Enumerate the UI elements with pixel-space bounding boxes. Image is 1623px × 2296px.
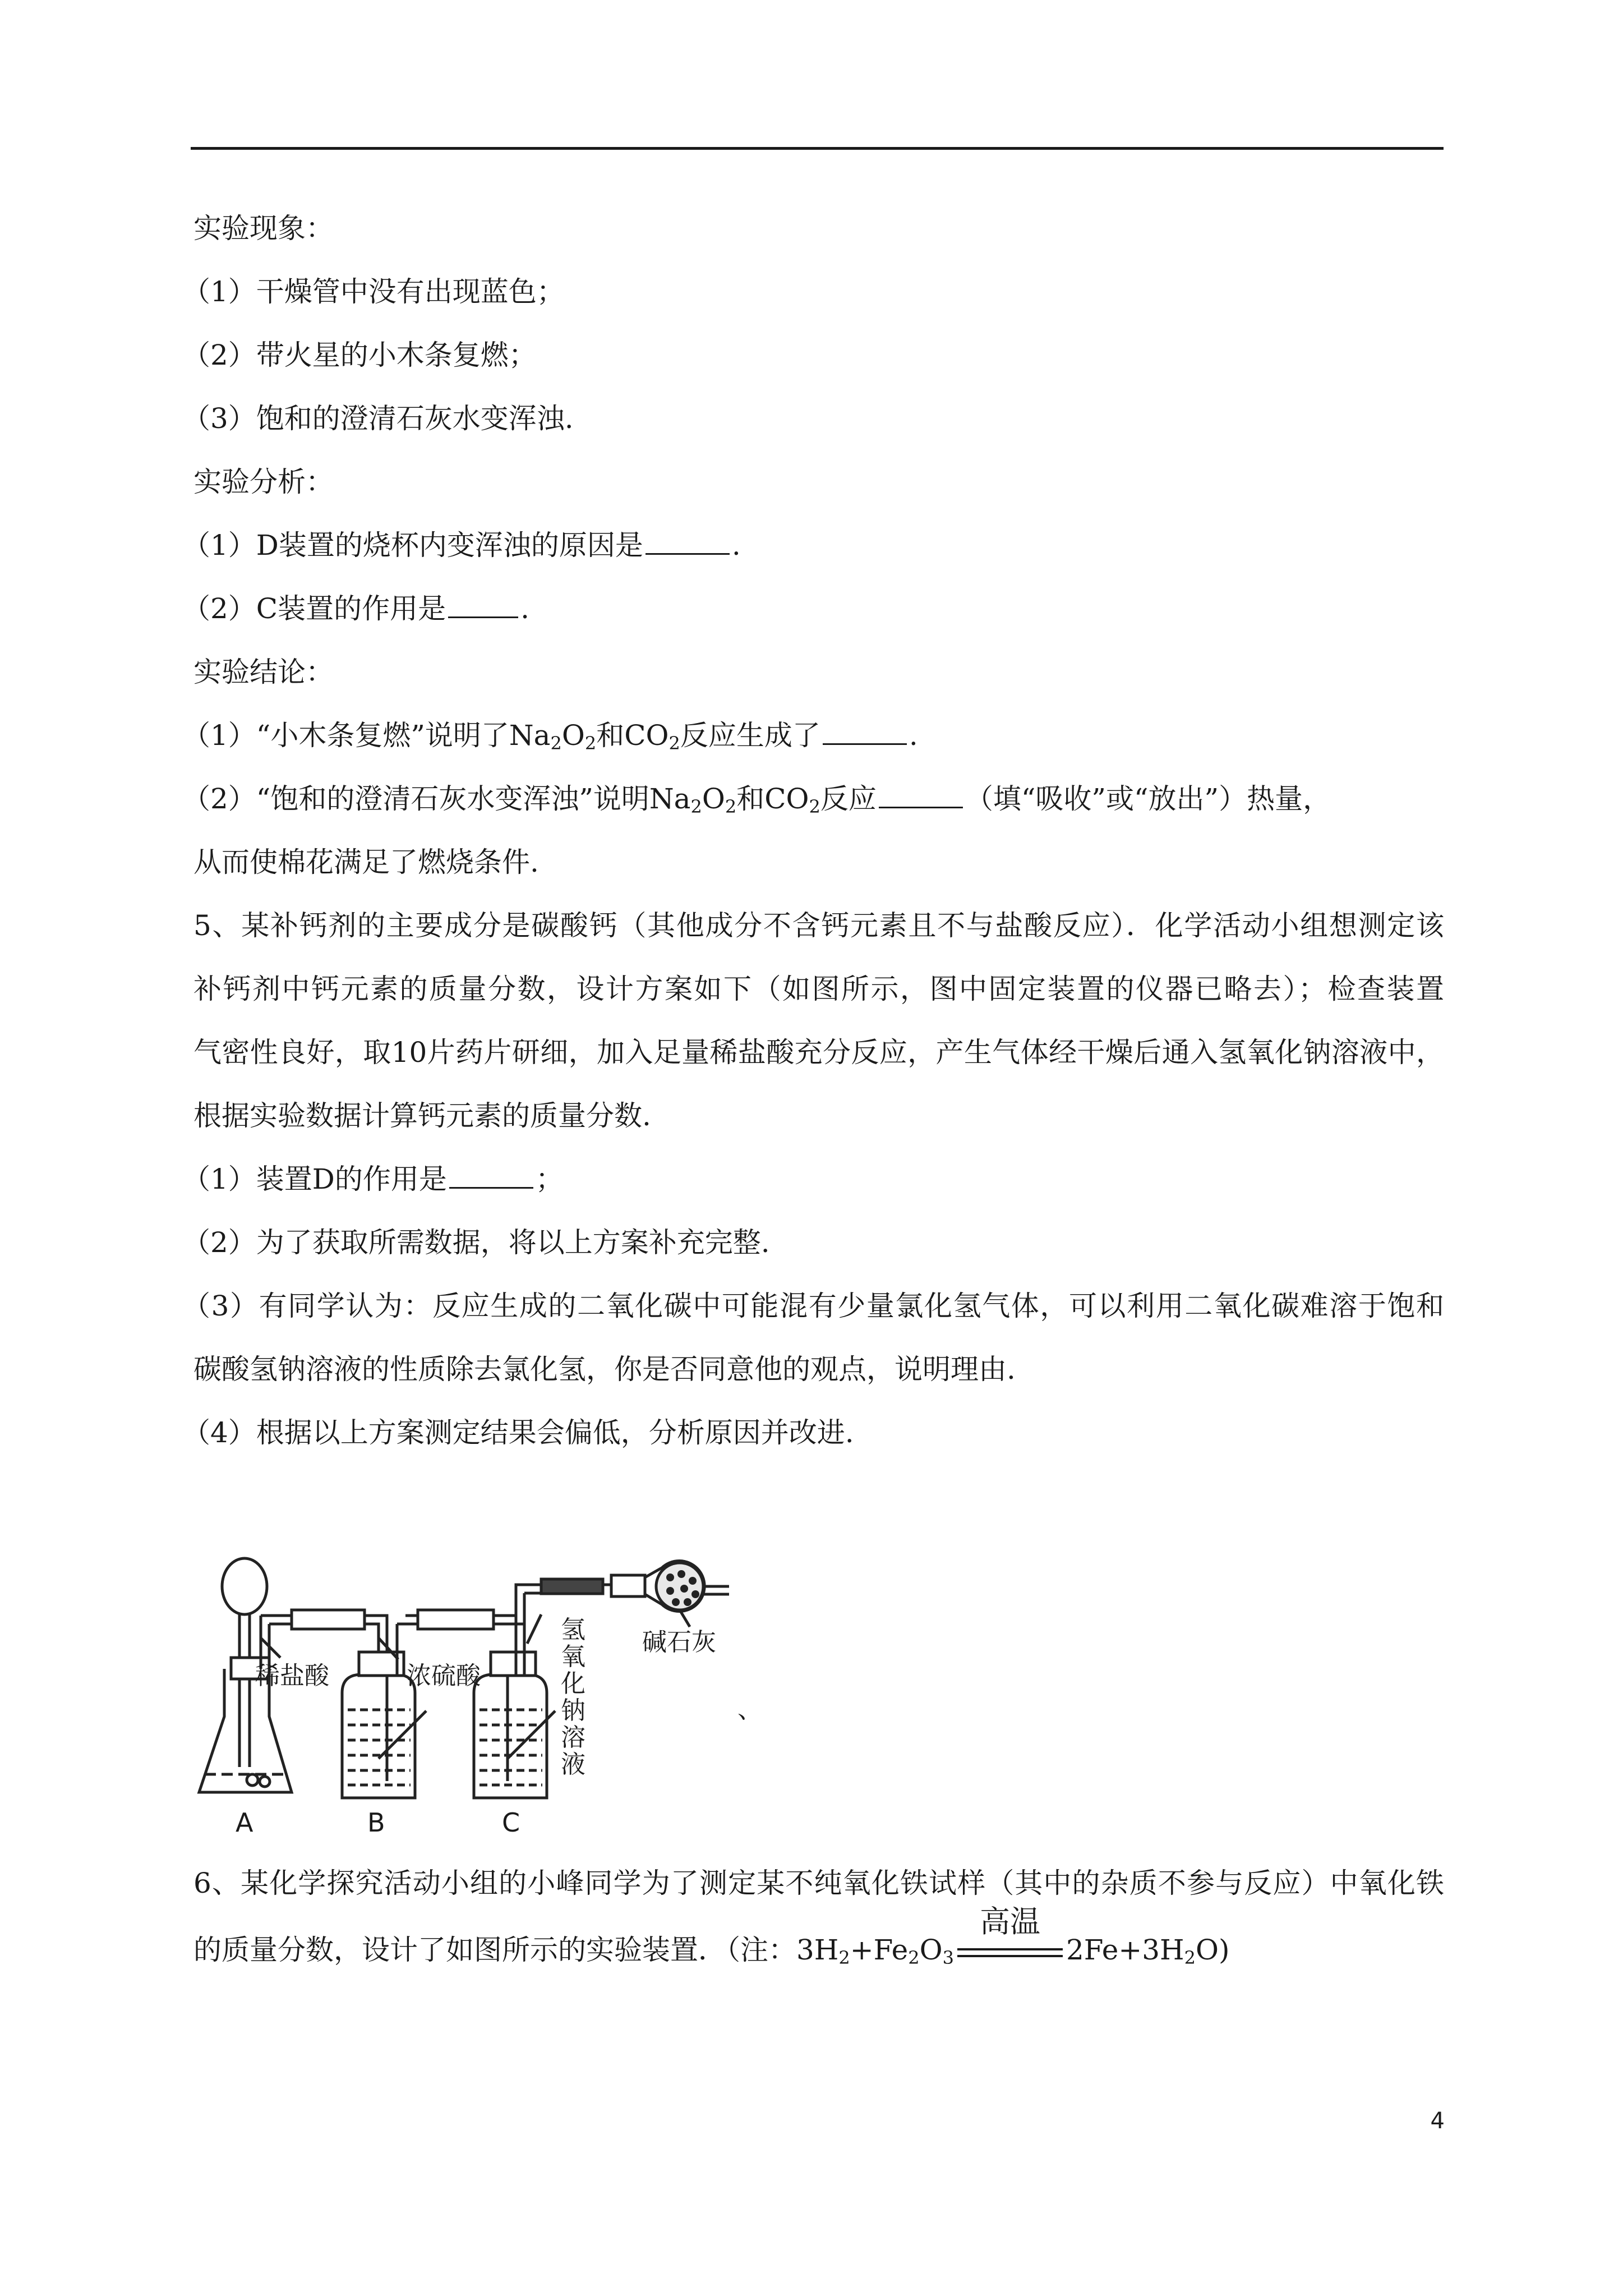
label-conc-h2so4: 浓硫酸 — [407, 1662, 481, 1690]
q5-line-4: 根据实验数据计算钙元素的质量分数. — [193, 1099, 651, 1132]
label-c: C — [502, 1807, 520, 1838]
drying-tube-neck — [611, 1575, 645, 1596]
conclusion-2: （2）“饱和的澄清石灰水变浑浊”说明$Na_2O_2$和$CO_2$反应 （填“吸收”或“放出”）热量， — [182, 783, 1331, 817]
q5-sub-3-line-2: 碳酸氢钠溶液的性质除去氯化氢，你是否同意他的观点，说明理由. — [193, 1353, 1016, 1386]
label-a: A — [236, 1807, 253, 1838]
conclusion-2-cont: 从而使棉花满足了燃烧条件. — [193, 846, 539, 878]
q6-line-1: 6、某化学探究活动小组的小峰同学为了测定某不纯氧化铁试样（其中的杂质不参与反应）中氧化铁 — [193, 1867, 1444, 1899]
phenomenon-2: （2）带火星的小木条复燃； — [182, 339, 537, 371]
figure-mark: 、 — [737, 1695, 762, 1724]
analysis-q1: （1）D装置的烧杯内变浑浊的原因是 . — [182, 529, 741, 562]
soda-lime-bulb — [656, 1563, 703, 1610]
q5-line-2: 补钙剂中钙元素的质量分数，设计方案如下（如图所示，图中固定装置的仪器已略去）；检查装置 — [193, 973, 1444, 1005]
phenomena-heading: 实验现象： — [193, 212, 334, 245]
reaction-condition: 高温 — [979, 1904, 1040, 1939]
q5-sub-1: （1）装置D的作用是 ； — [182, 1163, 564, 1195]
label-soda-lime: 碱石灰 — [642, 1628, 716, 1657]
label-b: B — [367, 1807, 385, 1838]
wash-bottle-b — [342, 1674, 415, 1798]
wash-bottle-c — [474, 1674, 547, 1798]
label-naoh-6: 液 — [561, 1750, 585, 1779]
q5-sub-4: （4）根据以上方案测定结果会偏低，分析原因并改进. — [182, 1416, 854, 1449]
q6-line-2: 的质量分数，设计了如图所示的实验装置．（注：$3H_2+Fe_2O_3$ 高温 $2Fe+3H_2O$) — [193, 1930, 1229, 1970]
q5-line-1: 5、某补钙剂的主要成分是碳酸钙（其他成分不含钙元素且不与盐酸反应）．化学活动小组想测定该 — [193, 909, 1444, 942]
label-naoh-4: 钠 — [561, 1696, 585, 1725]
label-naoh-1: 氢 — [561, 1616, 585, 1644]
rubber-tube — [541, 1579, 603, 1594]
analysis-q2: （2）C装置的作用是 . — [182, 592, 529, 625]
q5-line-3: 气密性良好，取10片药片研细，加入足量稀盐酸充分反应，产生气体经干燥后通入氢氧化钠溶液中， — [193, 1036, 1444, 1069]
stopper-c — [491, 1652, 536, 1676]
reaction-condition-arrow — [954, 1904, 1066, 1970]
analysis-heading: 实验分析： — [193, 466, 334, 498]
q5-sub-2: （2）为了获取所需数据，将以上方案补充完整. — [182, 1226, 770, 1259]
phenomenon-3: （3）饱和的澄清石灰水变浑浊. — [182, 402, 574, 435]
label-naoh-2: 氧 — [561, 1642, 585, 1671]
q5-sub-3-line-1: （3）有同学认为：反应生成的二氧化碳中可能混有少量氯化氢气体，可以利用二氧化碳难溶于饱和 — [182, 1290, 1444, 1322]
label-dilute-hcl: 稀盐酸 — [255, 1662, 329, 1690]
label-naoh-5: 溶 — [561, 1723, 585, 1752]
conclusion-heading: 实验结论： — [193, 656, 334, 688]
rubber-tube — [292, 1610, 365, 1629]
page-number: 4 — [1430, 2108, 1445, 2134]
phenomenon-1: （1）干燥管中没有出现蓝色； — [182, 275, 565, 308]
label-naoh-3: 化 — [561, 1669, 585, 1698]
conclusion-1: （1）“小木条复燃”说明了$Na_2O_2$和$CO_2$反应生成了 . — [182, 719, 918, 754]
rubber-tube — [418, 1610, 494, 1629]
funnel-bulb — [222, 1558, 267, 1614]
